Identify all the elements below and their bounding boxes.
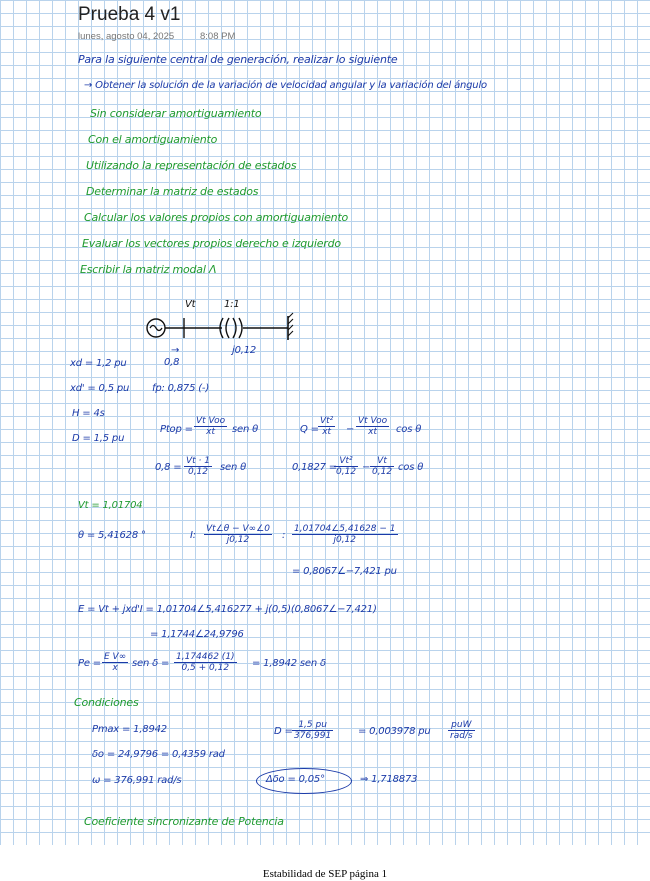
pe-den-2: 0,5 + 0,12 [181,663,230,673]
pe-lhs: Pe = [78,658,101,669]
i-eq: : [282,530,286,541]
q-minus: − [346,424,355,435]
pe-num-2: 1,174462 (1) [176,652,235,662]
p08-den: 0,12 [187,467,209,477]
cond-d-fraction [292,720,333,741]
e-line: E = Vt + jxd'I = 1,01704∠5,416277 + j(0,5)(0,8067∠−7,421) [78,604,377,615]
q-den-1: xt [322,427,332,437]
page-footer: Estabilidad de SEP página 1 [262,868,388,880]
param-d: D = 1,5 pu [72,433,125,444]
q-fraction-2 [356,416,389,437]
cond-d-result: = 0,003978 pu [358,726,431,737]
task-item: Calcular los valores propios con amortiguamiento [84,211,349,224]
q18-rhs: cos θ [398,462,424,473]
generator-sine-icon [150,326,162,331]
q-num-1: Vt² [320,416,334,426]
p08-lhs: 0,8 = [155,462,182,473]
cond-d-unit-num: puW [448,720,475,731]
task-item: Con el amortiguamiento [88,133,218,146]
theta-value: θ = 5,41628 ° [78,530,146,541]
page-date: lunes, agosto 04, 2025 [78,31,175,42]
cond-pmax: Pmax = 1,8942 [92,724,167,735]
i-result: = 0,8067∠−7,421 pu [292,566,397,577]
pe-den: x [112,663,118,673]
cond-delta-result: ⇒ 1,718873 [360,774,418,785]
vt-value: Vt = 1,01704 [78,500,143,511]
cond-d-num: 1,5 pu [292,720,333,731]
intro-line-1: Para la siguiente central de generación, realizar lo siguiente [78,53,398,66]
cond-d-lhs: D = [274,726,293,737]
param-xdp: xd' = 0,5 pu [70,383,130,394]
i-den: j0,12 [226,535,250,545]
transformer-coil-2 [233,318,242,338]
q-num-2: Vt Voo [358,416,388,426]
conditions-heading: Condiciones [74,696,139,709]
p08-rhs: sen θ [220,462,246,473]
label-ratio: 1:1 [224,299,240,310]
q-fraction-1 [318,416,335,437]
q18-den-2: 0,12 [372,467,393,477]
cond-delta-circle: Δδo = 0,05° [266,774,325,785]
i-num-2: 1,01704∠5,41628 − 1 [294,524,396,534]
i-num: Vt∠θ − V∞∠0 [206,524,270,534]
q18-num-1: Vt² [334,456,358,467]
p08-num: Vt · 1 [186,456,210,466]
intro-line-2: → Obtener la solución de la variación de velocidad angular y la variación del ángulo [84,80,487,91]
pe-mid: sen δ = [132,658,170,669]
q18-minus: − [362,462,371,473]
page-title: Prueba 4 v1 [78,4,181,25]
ptop-fraction [194,416,227,437]
q18-den-1: 0,12 [336,467,357,477]
q18-fraction-1 [334,456,358,477]
cond-d-unit [448,720,475,741]
page-time: 8:08 PM [200,31,236,42]
ptop-num: Vt Voo [196,416,226,426]
q18-num-2: Vt [370,456,394,467]
cond-omega: ω = 376,991 rad/s [92,775,182,786]
q18-fraction-2 [370,456,394,477]
i-fraction [204,524,272,545]
final-line: Coeficiente sincronizante de Potencia [84,815,284,828]
i-den-2: j0,12 [333,535,357,545]
task-item: Utilizando la representación de estados [86,159,297,172]
cond-delta0: δo = 24,9796 = 0,4359 rad [92,749,225,760]
pe-num: E V∞ [104,652,127,662]
ptop-den: xt [206,427,216,437]
pe-result: = 1,8942 sen δ [252,658,326,669]
q18-lhs: 0,1827 = [292,462,337,473]
label-p: 0,8 [164,357,180,368]
ptop-lhs: Ptop = [160,424,193,435]
label-vt: Vt [185,299,196,310]
q-lhs: Q = [300,424,319,435]
task-item: Determinar la matriz de estados [86,185,259,198]
param-xd: xd = 1,2 pu [70,358,127,369]
i-lhs: I: [190,530,196,541]
q-den-2: xt [368,427,378,437]
p08-fraction [184,456,212,477]
pe-fraction [102,652,128,673]
param-h: H = 4s [72,408,105,419]
i-fraction-2 [292,524,398,545]
ptop-rhs: sen θ [232,424,258,435]
task-item: Sin considerar amortiguamiento [90,107,262,120]
q-rhs: cos θ [396,424,422,435]
cond-d-unit-den: rad/s [450,731,473,741]
e-result: = 1,1744∠24,9796 [150,629,244,640]
label-x: j0,12 [232,345,257,356]
param-fp: fp: 0,875 (-) [152,383,210,394]
label-arrow: → [171,345,180,356]
cond-d-den: 376,991 [294,731,332,741]
task-item: Evaluar los vectores propios derecho e izquierdo [82,237,341,250]
task-item: Escribir la matriz modal Λ [80,263,217,276]
pe-fraction-2 [174,652,237,673]
